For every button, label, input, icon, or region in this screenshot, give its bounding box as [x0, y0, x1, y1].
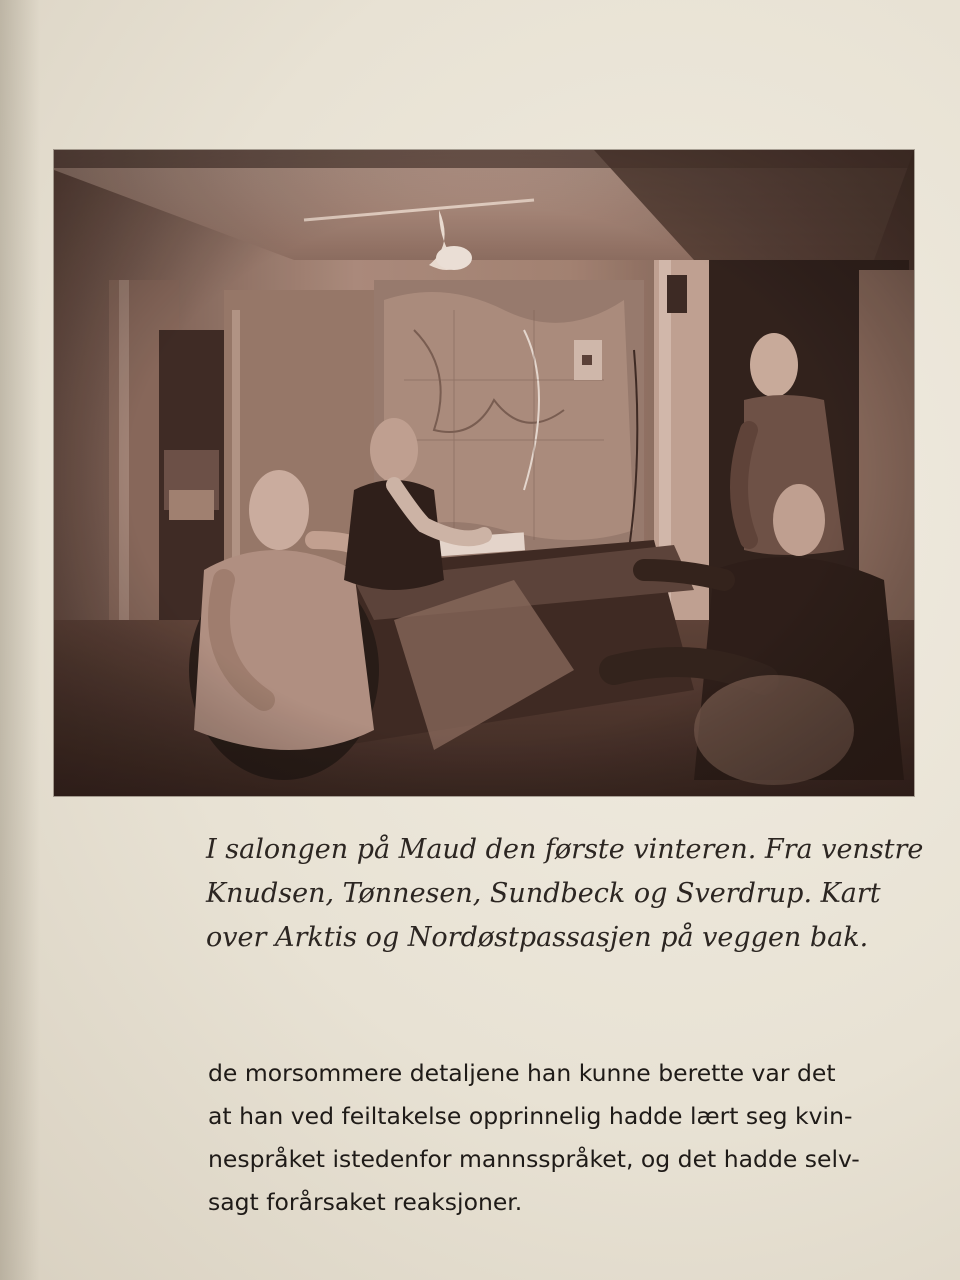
body-paragraph: [208, 1052, 920, 1224]
body-line: sagt forårsaket reaksjoner.: [208, 1188, 523, 1216]
body-line: at han ved feiltakelse opprinnelig hadde lært seg kvin-: [208, 1102, 853, 1130]
caption-line: over Arktis og Nordøstpassasjen på veggen bak.: [206, 922, 869, 953]
caption-line: I salongen på Maud den første vinteren. Fra venstre: [206, 834, 924, 865]
historical-photograph: [54, 150, 914, 796]
photo-caption: [206, 828, 924, 960]
caption-line: Knudsen, Tønnesen, Sundbeck og Sverdrup. Kart: [206, 878, 881, 909]
body-line: de morsommere detaljene han kunne berette var det: [208, 1059, 836, 1087]
page-gutter-shadow: [0, 0, 40, 1280]
body-line: nespråket istedenfor mannsspråket, og det hadde selv-: [208, 1145, 860, 1173]
photo-illustration: [54, 150, 914, 796]
